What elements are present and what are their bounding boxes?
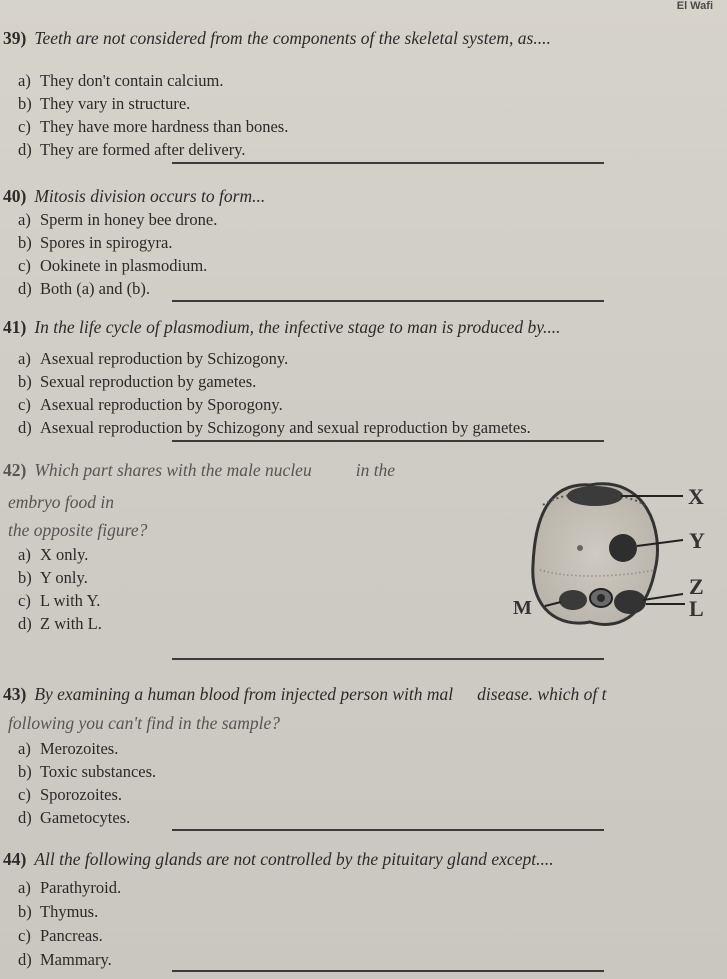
answer-line bbox=[172, 970, 604, 972]
nucleus-dot bbox=[577, 545, 583, 551]
q41-option-a[interactable]: a) Asexual reproduction by Schizogony. bbox=[18, 349, 289, 368]
question-43-line2: following you can't find in the sample? bbox=[8, 713, 281, 733]
question-number: 44) bbox=[3, 849, 27, 869]
label-m: M bbox=[513, 597, 532, 619]
q43-option-d[interactable]: d) Gametocytes. bbox=[18, 808, 131, 827]
question-text-line1: Which part shares with the male nucleu bbox=[34, 460, 312, 480]
q43-option-c[interactable]: c) Sporozoites. bbox=[18, 785, 123, 804]
question-text-line1-end: in the bbox=[355, 460, 396, 480]
q44-option-b[interactable]: b) Thymus. bbox=[18, 902, 99, 921]
q42-option-a[interactable]: a) X only. bbox=[18, 545, 89, 564]
answer-line bbox=[172, 440, 604, 442]
answer-line bbox=[172, 300, 604, 302]
q43-option-b[interactable]: b) Toxic substances. bbox=[18, 762, 157, 781]
question-39 bbox=[3, 28, 551, 49]
question-42-line3: the opposite figure? bbox=[8, 520, 148, 540]
question-text: Teeth are not considered from the components of the skeletal system, as.... bbox=[34, 28, 551, 48]
question-44 bbox=[3, 849, 554, 870]
q40-option-c[interactable]: c) Ookinete in plasmodium. bbox=[18, 256, 208, 275]
question-43 bbox=[3, 684, 606, 705]
question-42 bbox=[3, 460, 395, 481]
q43-option-a[interactable]: a) Merozoites. bbox=[18, 739, 119, 758]
q44-option-a[interactable]: a) Parathyroid. bbox=[18, 878, 122, 897]
synergid-right bbox=[614, 590, 646, 614]
q42-option-b[interactable]: b) Y only. bbox=[18, 568, 88, 587]
question-number: 42) bbox=[3, 460, 27, 480]
label-l: L bbox=[689, 596, 704, 621]
q40-option-a[interactable]: a) Sperm in honey bee drone. bbox=[18, 210, 218, 229]
question-number: 41) bbox=[3, 317, 27, 337]
q42-option-c[interactable]: c) L with Y. bbox=[18, 591, 101, 610]
answer-line bbox=[172, 162, 604, 164]
question-text: In the life cycle of plasmodium, the infective stage to man is produced by.... bbox=[34, 317, 561, 337]
answer-line bbox=[172, 658, 604, 660]
label-line-z bbox=[643, 594, 683, 600]
q39-option-b[interactable]: b) They vary in structure. bbox=[18, 94, 191, 113]
label-y: Y bbox=[689, 528, 705, 553]
question-text: Mitosis division occurs to form... bbox=[34, 186, 266, 206]
question-number: 40) bbox=[3, 186, 27, 206]
q44-option-d[interactable]: d) Mammary. bbox=[18, 950, 112, 969]
q41-option-b[interactable]: b) Sexual reproduction by gametes. bbox=[18, 372, 257, 391]
q39-option-d[interactable]: d) They are formed after delivery. bbox=[18, 140, 246, 159]
q41-option-c[interactable]: c) Asexual reproduction by Sporogony. bbox=[18, 395, 283, 414]
label-x: X bbox=[688, 484, 704, 509]
q40-option-b[interactable]: b) Spores in spirogyra. bbox=[18, 233, 173, 252]
question-40 bbox=[3, 186, 265, 207]
q42-option-d[interactable]: d) Z with L. bbox=[18, 614, 102, 633]
question-text: All the following glands are not controlled by the pituitary gland except.... bbox=[34, 849, 554, 869]
question-42-line2: embryo food in bbox=[8, 492, 114, 512]
publisher-brand: El Wafi bbox=[676, 0, 713, 12]
q41-option-d[interactable]: d) Asexual reproduction by Schizogony and sexual reproduction by gametes. bbox=[18, 418, 531, 437]
question-text-line1: By examining a human blood from injected person with mal bbox=[34, 684, 454, 704]
q39-option-a[interactable]: a) They don't contain calcium. bbox=[18, 71, 224, 90]
label-z: Z bbox=[689, 574, 704, 599]
question-text-line1-end: disease. which of t bbox=[477, 684, 607, 704]
question-number: 43) bbox=[3, 684, 27, 704]
embryo-sac-figure bbox=[505, 470, 727, 635]
polar-nuclei bbox=[609, 534, 637, 562]
question-number: 39) bbox=[3, 28, 27, 48]
antipodal-cells bbox=[567, 486, 623, 506]
answer-line bbox=[172, 829, 604, 831]
q39-option-c[interactable]: c) They have more hardness than bones. bbox=[18, 117, 289, 136]
synergid-left bbox=[559, 590, 587, 610]
question-41 bbox=[3, 317, 561, 338]
q40-option-d[interactable]: d) Both (a) and (b). bbox=[18, 279, 150, 298]
egg-nucleus bbox=[597, 594, 605, 602]
q44-option-c[interactable]: c) Pancreas. bbox=[18, 926, 103, 945]
